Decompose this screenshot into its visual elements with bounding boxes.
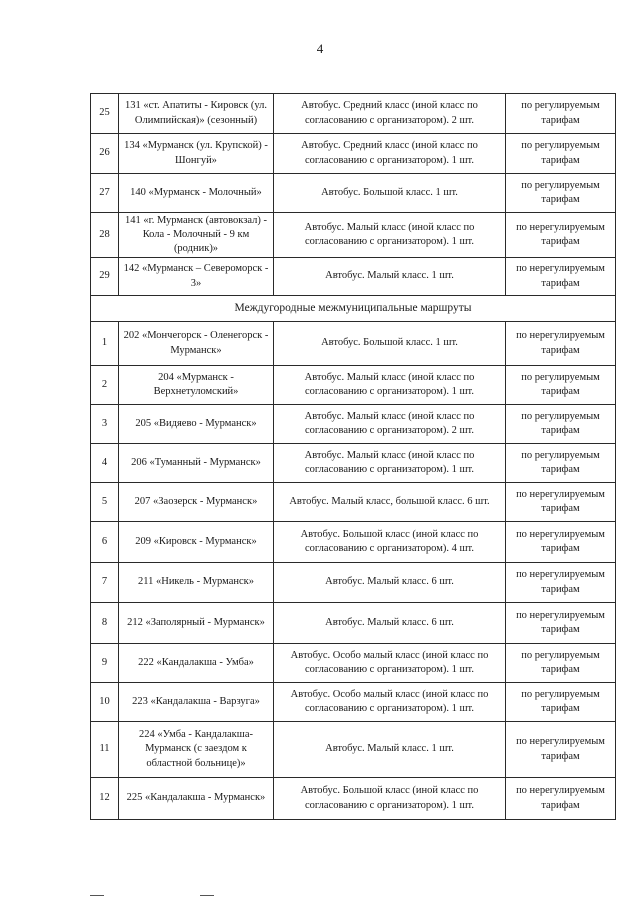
- tariff-type: по нерегулируемым тарифам: [506, 522, 616, 563]
- row-number: 25: [91, 94, 119, 134]
- tariff-type: по регулируемым тарифам: [506, 174, 616, 213]
- vehicle-description: Автобус. Малый класс, большой класс. 6 шт.: [274, 483, 506, 522]
- table-row: [91, 644, 616, 683]
- route-name: 134 «Мурманск (ул. Крупской) - Шонгуй»: [119, 134, 274, 174]
- vehicle-description: Автобус. Малый класс (иной класс по согласованию с организатором). 1 шт.: [274, 366, 506, 405]
- row-number: 27: [91, 174, 119, 213]
- tariff-type: по нерегулируемым тарифам: [506, 563, 616, 603]
- route-name: 224 «Умба - Кандалакша- Мурманск (с заездом к областной больнице)»: [119, 722, 274, 778]
- row-number: 29: [91, 258, 119, 296]
- tariff-type: по нерегулируемым тарифам: [506, 322, 616, 366]
- scan-mark: [90, 895, 104, 896]
- tariff-type: по регулируемым тарифам: [506, 94, 616, 134]
- route-name: 209 «Кировск - Мурманск»: [119, 522, 274, 563]
- row-number: 2: [91, 366, 119, 405]
- tariff-type: по регулируемым тарифам: [506, 366, 616, 405]
- row-number: 1: [91, 322, 119, 366]
- vehicle-description: Автобус. Большой класс (иной класс по согласованию с организатором). 1 шт.: [274, 778, 506, 820]
- table-row: [91, 483, 616, 522]
- route-name: 212 «Заполярный - Мурманск»: [119, 603, 274, 644]
- section-title: Междугородные межмуниципальные маршруты: [91, 296, 616, 322]
- tariff-type: по регулируемым тарифам: [506, 683, 616, 722]
- table-row: [91, 405, 616, 444]
- table-row: [91, 522, 616, 563]
- table-row: [91, 603, 616, 644]
- vehicle-description: Автобус. Малый класс. 1 шт.: [274, 258, 506, 296]
- route-name: 206 «Туманный - Мурманск»: [119, 444, 274, 483]
- route-name: 131 «ст. Апатиты - Кировск (ул. Олимпийская)» (сезонный): [119, 94, 274, 134]
- tariff-type: по регулируемым тарифам: [506, 134, 616, 174]
- vehicle-description: Автобус. Малый класс (иной класс по согласованию с организатором). 1 шт.: [274, 444, 506, 483]
- row-number: 7: [91, 563, 119, 603]
- tariff-type: по нерегулируемым тарифам: [506, 258, 616, 296]
- vehicle-description: Автобус. Средний класс (иной класс по согласованию с организатором). 2 шт.: [274, 94, 506, 134]
- row-number: 12: [91, 778, 119, 820]
- table-row: [91, 322, 616, 366]
- route-name: 204 «Мурманск - Верхнетуломский»: [119, 366, 274, 405]
- vehicle-description: Автобус. Большой класс (иной класс по согласованию с организатором). 4 шт.: [274, 522, 506, 563]
- route-name: 142 «Мурманск – Североморск - 3»: [119, 258, 274, 296]
- table-row: [91, 258, 616, 296]
- vehicle-description: Автобус. Особо малый класс (иной класс по согласованию с организатором). 1 шт.: [274, 644, 506, 683]
- tariff-type: по регулируемым тарифам: [506, 405, 616, 444]
- table-row: [91, 213, 616, 258]
- tariff-type: по регулируемым тарифам: [506, 644, 616, 683]
- vehicle-description: Автобус. Особо малый класс (иной класс по согласованию с организатором). 1 шт.: [274, 683, 506, 722]
- table-row: [91, 94, 616, 134]
- tariff-type: по нерегулируемым тарифам: [506, 483, 616, 522]
- route-name: 211 «Никель - Мурманск»: [119, 563, 274, 603]
- page-number: 4: [316, 41, 324, 56]
- row-number: 5: [91, 483, 119, 522]
- vehicle-description: Автобус. Большой класс. 1 шт.: [274, 322, 506, 366]
- route-name: 202 «Мончегорск - Оленегорск - Мурманск»: [119, 322, 274, 366]
- route-name: 207 «Заозерск - Мурманск»: [119, 483, 274, 522]
- row-number: 10: [91, 683, 119, 722]
- route-name: 140 «Мурманск - Молочный»: [119, 174, 274, 213]
- routes-table-body: [91, 94, 616, 820]
- route-name: 223 «Кандалакша - Варзуга»: [119, 683, 274, 722]
- route-name: 141 «г. Мурманск (автовокзал) - Кола - Молочный - 9 км (родник)»: [119, 213, 274, 258]
- vehicle-description: Автобус. Средний класс (иной класс по согласованию с организатором). 1 шт.: [274, 134, 506, 174]
- row-number: 26: [91, 134, 119, 174]
- route-name: 225 «Кандалакша - Мурманск»: [119, 778, 274, 820]
- scan-mark: [200, 895, 214, 896]
- section-row: [91, 296, 616, 322]
- routes-table: [90, 93, 616, 820]
- table-row: [91, 778, 616, 820]
- table-row: [91, 366, 616, 405]
- row-number: 28: [91, 213, 119, 258]
- vehicle-description: Автобус. Малый класс. 1 шт.: [274, 722, 506, 778]
- vehicle-description: Автобус. Малый класс. 6 шт.: [274, 563, 506, 603]
- vehicle-description: Автобус. Малый класс (иной класс по согласованию с организатором). 2 шт.: [274, 405, 506, 444]
- table-row: [91, 444, 616, 483]
- tariff-type: по нерегулируемым тарифам: [506, 213, 616, 258]
- row-number: 11: [91, 722, 119, 778]
- route-name: 222 «Кандалакша - Умба»: [119, 644, 274, 683]
- table-row: [91, 683, 616, 722]
- tariff-type: по нерегулируемым тарифам: [506, 722, 616, 778]
- row-number: 6: [91, 522, 119, 563]
- table-row: [91, 134, 616, 174]
- route-name: 205 «Видяево - Мурманск»: [119, 405, 274, 444]
- tariff-type: по нерегулируемым тарифам: [506, 778, 616, 820]
- tariff-type: по нерегулируемым тарифам: [506, 603, 616, 644]
- row-number: 9: [91, 644, 119, 683]
- tariff-type: по регулируемым тарифам: [506, 444, 616, 483]
- row-number: 3: [91, 405, 119, 444]
- row-number: 4: [91, 444, 119, 483]
- table-row: [91, 174, 616, 213]
- vehicle-description: Автобус. Большой класс. 1 шт.: [274, 174, 506, 213]
- vehicle-description: Автобус. Малый класс. 6 шт.: [274, 603, 506, 644]
- row-number: 8: [91, 603, 119, 644]
- table-row: [91, 722, 616, 778]
- table-row: [91, 563, 616, 603]
- vehicle-description: Автобус. Малый класс (иной класс по согласованию с организатором). 1 шт.: [274, 213, 506, 258]
